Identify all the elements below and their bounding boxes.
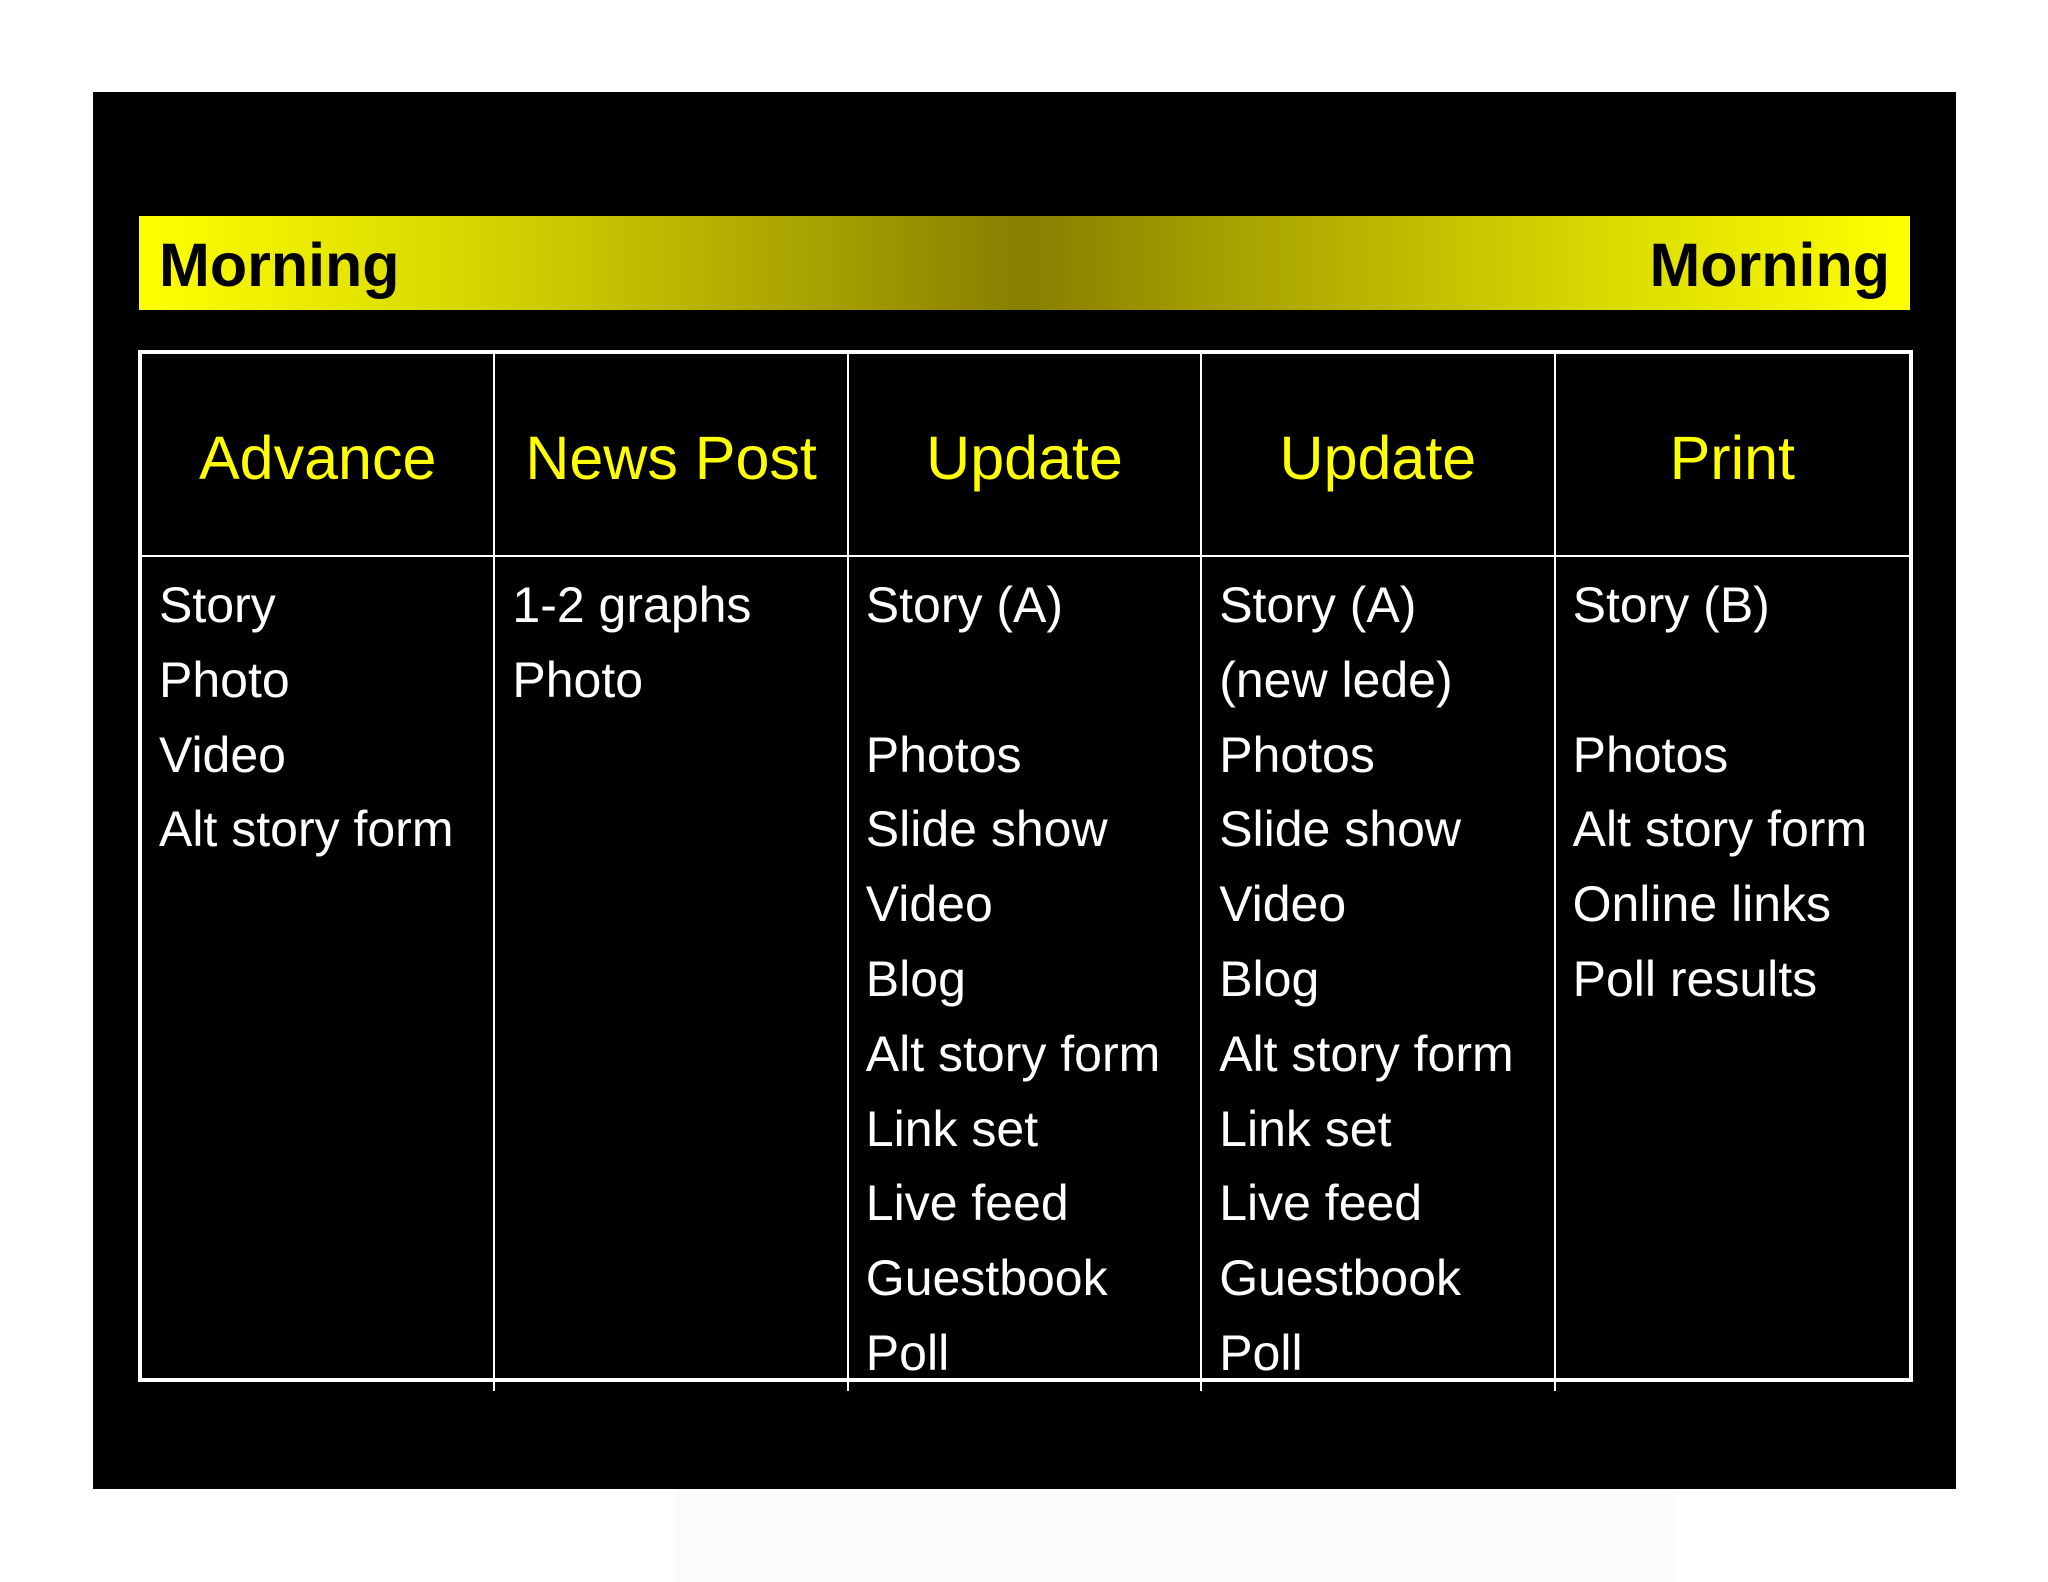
banner-right-label: Morning [1649, 231, 1890, 299]
column-print-items [1556, 557, 1909, 1391]
column-advance-items [142, 557, 495, 1391]
list-item: Story (A) [865, 577, 1064, 633]
list-item: Story (B) [1572, 577, 1770, 633]
column-header-update-2: Update [1202, 354, 1555, 557]
list-item: Alt story form [159, 801, 454, 858]
list-item: 1-2 graphs [512, 577, 752, 633]
page-background-strip [675, 1489, 1675, 1582]
list-item: Alt story form [865, 1025, 1161, 1082]
list-item: Video [159, 726, 286, 783]
list-item: Alt story form [1219, 1025, 1514, 1082]
list-item: Photo [512, 651, 644, 708]
list-item: Guestbook [1219, 1250, 1462, 1307]
column-news-post-items [495, 557, 848, 1391]
list-item: Poll [865, 1324, 950, 1381]
time-banner [139, 216, 1910, 310]
list-item: Online links [1572, 876, 1832, 933]
list-item: Poll [1219, 1324, 1303, 1381]
column-header-advance: Advance [142, 354, 495, 557]
list-item: Photos [865, 726, 1022, 783]
list-item: Live feed [1219, 1175, 1423, 1232]
list-item [866, 643, 1200, 718]
banner-left-label: Morning [159, 231, 400, 299]
column-header-update-1: Update [849, 354, 1202, 557]
slide [93, 92, 1956, 1489]
list-item: (new lede) [1219, 651, 1453, 708]
list-item: Blog [865, 950, 966, 1007]
list-item: Story (A) [1219, 577, 1417, 633]
list-item: Blog [1219, 950, 1320, 1007]
list-item: Slide show [1219, 801, 1461, 858]
list-item: Slide show [865, 801, 1108, 858]
list-item: Story [159, 577, 276, 633]
column-header-news-post: News Post [495, 354, 848, 557]
list-item: Link set [865, 1100, 1039, 1157]
list-item: Video [865, 876, 993, 933]
column-header-print: Print [1556, 354, 1909, 557]
list-item: Link set [1219, 1100, 1392, 1157]
list-item: Poll results [1572, 950, 1818, 1007]
list-item: Alt story form [1572, 801, 1868, 858]
column-update-1-items [849, 557, 1202, 1391]
list-item: Photos [1219, 726, 1375, 783]
list-item: Photos [1572, 726, 1729, 783]
list-item [1573, 643, 1909, 718]
column-update-2-items [1202, 557, 1555, 1391]
list-item: Guestbook [865, 1250, 1108, 1307]
list-item: Live feed [865, 1175, 1069, 1232]
list-item: Video [1219, 876, 1347, 933]
workflow-table [138, 350, 1913, 1382]
list-item: Photo [159, 651, 290, 708]
